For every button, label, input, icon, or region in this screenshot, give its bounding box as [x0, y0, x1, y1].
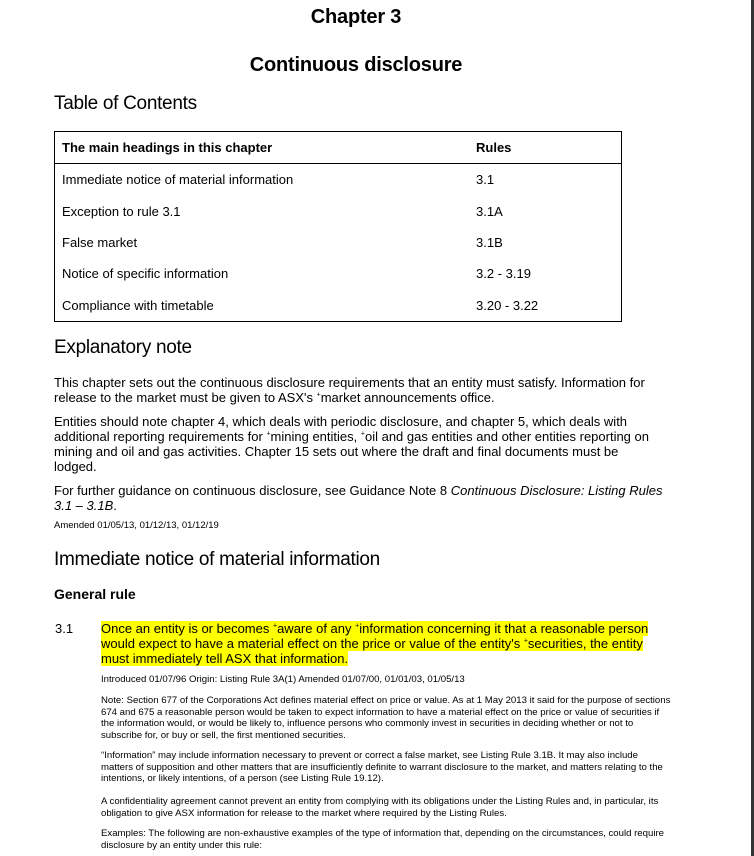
explanatory-paragraph-2	[54, 414, 664, 474]
text-run: This chapter sets out the continuous disclosure requirements that an entity must satisfy. Information for release to the market must be given to ASX's	[54, 375, 645, 405]
immediate-notice-heading: Immediate notice of material information	[54, 549, 380, 570]
note-examples: Examples: The following are non-exhaustive examples of the type of information that, depending on the circumstances, could require disclosure by an entity under this rule:	[101, 828, 664, 851]
note-confidentiality: A confidentiality agreement cannot prevent an entity from complying with its obligations under the Listing Rules and, in particular, its obligation to give ASX information for release to the market where required by the Listing Rules.	[101, 796, 659, 819]
text-run: information concerning it that a reasonable person would expect to have a material effect on the price or value of the entity's	[101, 621, 649, 651]
explanatory-note-heading: Explanatory note	[54, 337, 192, 358]
defined-term-marker: +	[523, 637, 528, 645]
toc-header-row	[55, 132, 622, 164]
rule-history: Introduced 01/07/96 Origin: Listing Rule 3A(1) Amended 01/07/00, 01/01/03, 01/05/13	[101, 674, 465, 685]
text-run: mining entities,	[270, 429, 361, 444]
rule-text	[101, 621, 661, 666]
explanatory-paragraph-1	[54, 375, 664, 405]
defined-term-marker: +	[360, 430, 365, 438]
defined-term-marker: +	[355, 622, 360, 630]
toc-row-rules: 3.1A	[476, 203, 503, 219]
toc-row-heading: Immediate notice of material information	[62, 172, 294, 188]
general-rule-heading: General rule	[54, 586, 136, 602]
rule-number: 3.1	[55, 621, 74, 636]
toc-heading: Table of Contents	[54, 93, 197, 114]
toc-row-heading: Exception to rule 3.1	[62, 203, 181, 219]
text-run: For further guidance on continuous disclosure, see Guidance Note 8	[54, 483, 451, 498]
toc-row	[55, 164, 622, 196]
text-run: Once an entity is or becomes	[101, 621, 273, 636]
text-run: market announcements office.	[320, 390, 495, 405]
chapter-title: Continuous disclosure	[249, 54, 463, 76]
defined-term-marker: +	[272, 622, 278, 630]
toc-row-rules: 3.20 - 3.22	[476, 297, 539, 313]
defined-term-marker: +	[316, 391, 321, 399]
toc-row-rules: 3.1B	[476, 234, 503, 250]
guidance-note-title: Continuous Disclosure: Listing Rules 3.1 – 3.1B	[54, 483, 663, 513]
toc-row	[55, 258, 622, 289]
toc-row-heading: False market	[62, 234, 138, 250]
toc-row-heading: Notice of specific information	[62, 266, 229, 282]
text-run: Entities should note chapter 4, which deals with periodic disclosure, and chapter 5, which deals with additional reporting requirements for	[54, 414, 628, 444]
highlighted-text	[101, 621, 648, 666]
toc-col-rules: Rules	[476, 132, 622, 164]
defined-term-marker: +	[266, 430, 271, 438]
note-section-677: Note: Section 677 of the Corporations Act defines material effect on price or value. As at 1 May 2013 it said for the purpose of sections 674 and 675 a reasonable person would be taken to expect information to have a material effect on the price or value of securities if the information would, or would be likely to, influence persons who commonly invest in securities in deciding whether or not to subscribe for, or buy or sell, the first mentioned securities.	[101, 695, 671, 741]
note-information: “Information” may include information necessary to prevent or correct a false market, see Listing Rule 3.1B. It may also include matters of supposition and other matters that are insufficiently definite to warrant disclosure to the market, and matters relating to the intentions, or likely intentions, of a person (see Listing Rule 19.12).	[101, 750, 663, 784]
toc-row-heading: Compliance with timetable	[62, 297, 214, 313]
toc-col-headings: The main headings in this chapter	[55, 132, 477, 164]
toc-row-rules: 3.1	[476, 172, 495, 188]
text-run: aware of any	[277, 621, 356, 636]
amendment-history: Amended 01/05/13, 01/12/13, 01/12/19	[54, 520, 219, 531]
chapter-number: Chapter 3	[310, 6, 402, 28]
toc-table	[54, 131, 622, 322]
text-run: .	[113, 498, 117, 513]
toc-row	[55, 290, 622, 322]
text-run: oil and gas entities and other entities reporting on mining and oil and gas activities. Chapter 15 sets out where the draft and final documents must be lodged.	[54, 429, 649, 474]
explanatory-paragraph-3	[54, 483, 664, 513]
text-run: , the entity must immediately tell ASX that information.	[101, 636, 643, 666]
toc-row-rules: 3.2 - 3.19	[476, 266, 531, 282]
toc-row	[55, 195, 622, 226]
text-run: securities	[527, 636, 583, 651]
toc-row	[55, 227, 622, 258]
